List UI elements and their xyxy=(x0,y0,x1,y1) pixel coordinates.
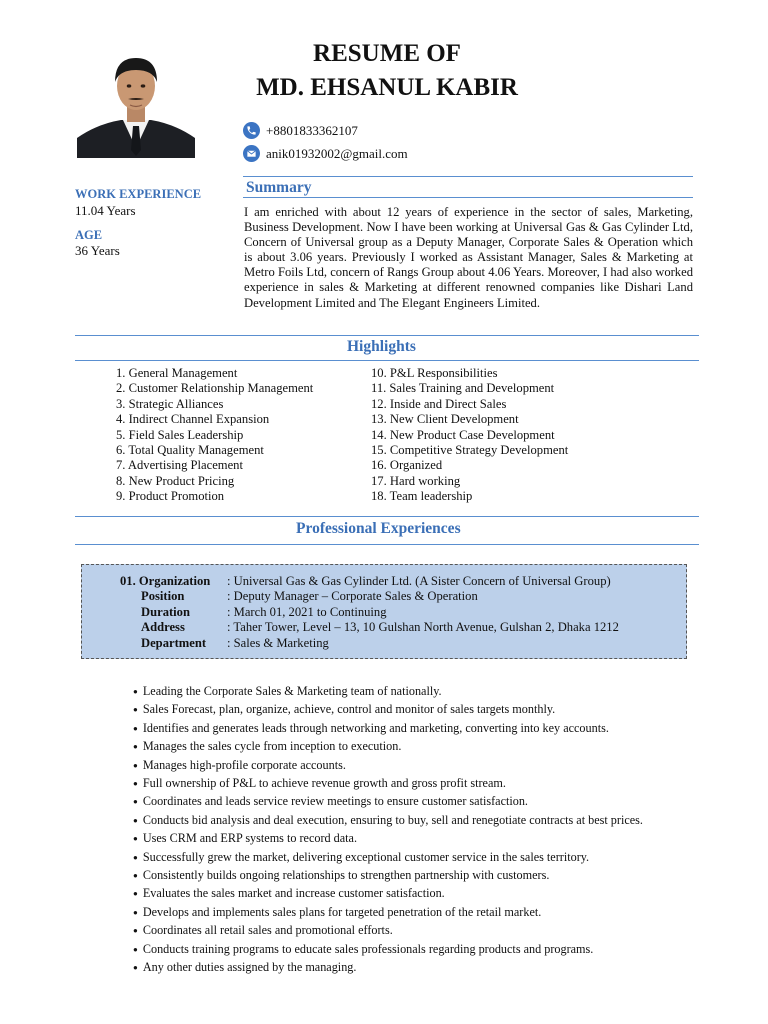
duty-item: ● Uses CRM and ERP systems to record data. xyxy=(133,830,643,848)
duty-item: ● Coordinates all retail sales and promotional efforts. xyxy=(133,922,643,940)
duty-item: ● Consistently builds ongoing relationships to strengthen partnership with customers. xyxy=(133,867,643,885)
duty-item: ● Identifies and generates leads through networking and marketing, converting into key accounts. xyxy=(133,720,643,738)
duty-item: ● Coordinates and leads service review meetings to ensure customer satisfaction. xyxy=(133,793,643,811)
address-label: Address xyxy=(141,620,185,634)
experience-rule-bottom xyxy=(75,544,699,545)
experience-heading: Professional Experiences xyxy=(296,520,461,537)
address-value: : Taher Tower, Level – 13, 10 Gulshan North Avenue, Gulshan 2, Dhaka 1212 xyxy=(227,620,619,634)
duty-item: ● Successfully grew the market, delivering exceptional customer service in the sales territory. xyxy=(133,849,643,867)
highlights-left-list xyxy=(116,366,313,505)
resume-title-line1: RESUME OF xyxy=(313,40,461,67)
highlight-item: 18. Team leadership xyxy=(371,489,473,504)
phone-number: +8801833362107 xyxy=(266,122,358,138)
resume-title-line2: MD. EHSANUL KABIR xyxy=(256,74,518,101)
email-icon xyxy=(243,145,260,162)
duration-label: Duration xyxy=(141,605,190,619)
duty-item: ● Develops and implements sales plans for targeted penetration of the retail market. xyxy=(133,904,643,922)
highlight-item: 15. Competitive Strategy Development xyxy=(371,443,569,458)
highlight-item: 11. Sales Training and Development xyxy=(371,381,555,396)
summary-heading: Summary xyxy=(246,179,312,196)
highlights-rule-bottom xyxy=(75,360,699,361)
phone-icon xyxy=(243,122,260,139)
highlight-item: 4. Indirect Channel Expansion xyxy=(116,412,270,427)
highlights-rule-top xyxy=(75,335,699,336)
highlight-item: 13. New Client Development xyxy=(371,412,519,427)
highlight-item: 7. Advertising Placement xyxy=(116,458,243,473)
org-value: : Universal Gas & Gas Cylinder Ltd. (A Sister Concern of Universal Group) xyxy=(227,574,611,588)
highlight-item: 14. New Product Case Development xyxy=(371,427,555,442)
email-address[interactable]: anik01932002@gmail.com xyxy=(266,145,408,161)
highlight-item: 12. Inside and Direct Sales xyxy=(371,396,507,411)
highlight-item: 17. Hard working xyxy=(371,473,461,488)
highlight-item: 5. Field Sales Leadership xyxy=(116,427,244,442)
highlight-item: 9. Product Promotion xyxy=(116,489,225,504)
position-label: Position xyxy=(141,589,185,603)
org-label: 01. Organization xyxy=(120,574,211,588)
email-contact xyxy=(243,145,408,162)
highlight-item: 10. P&L Responsibilities xyxy=(371,366,498,380)
work-experience-value: 11.04 Years xyxy=(75,203,136,218)
summary-rule-top xyxy=(243,176,693,177)
department-value: : Sales & Marketing xyxy=(227,636,329,650)
duty-item: ● Sales Forecast, plan, organize, achieve, control and monitor of sales targets monthly. xyxy=(133,701,643,719)
duty-item: ● Full ownership of P&L to achieve revenue growth and gross profit stream. xyxy=(133,775,643,793)
work-experience-label: WORK EXPERIENCE xyxy=(75,187,202,201)
experience-rule-top xyxy=(75,516,699,517)
phone-contact xyxy=(243,122,358,139)
job-details-box xyxy=(81,564,687,659)
duty-item: ● Evaluates the sales market and increase customer satisfaction. xyxy=(133,885,643,903)
highlight-item: 1. General Management xyxy=(116,366,238,380)
duty-item: ● Leading the Corporate Sales & Marketing team of nationally. xyxy=(133,683,643,701)
highlight-item: 16. Organized xyxy=(371,458,443,473)
highlights-heading: Highlights xyxy=(347,338,416,355)
duty-item: ● Manages high-profile corporate accounts. xyxy=(133,757,643,775)
age-label: AGE xyxy=(75,228,103,242)
duty-item: ● Conducts training programs to educate sales professionals regarding products and programs. xyxy=(133,941,643,959)
highlight-item: 8. New Product Pricing xyxy=(116,473,235,488)
job-duties-list xyxy=(133,683,643,978)
department-label: Department xyxy=(141,636,207,650)
highlight-item: 6. Total Quality Management xyxy=(116,443,264,458)
duty-item: ● Any other duties assigned by the managing. xyxy=(133,959,643,977)
duty-item: ● Manages the sales cycle from inception to execution. xyxy=(133,738,643,756)
highlights-right-list xyxy=(371,366,568,505)
summary-rule-bottom xyxy=(243,197,693,198)
duration-value: : March 01, 2021 to Continuing xyxy=(227,605,387,619)
duty-item: ● Conducts bid analysis and deal execution, ensuring to buy, sell and renegotiate contracts at best prices. xyxy=(133,812,643,830)
highlight-item: 3. Strategic Alliances xyxy=(116,396,224,411)
profile-photo xyxy=(77,50,195,158)
highlight-item: 2. Customer Relationship Management xyxy=(116,381,314,396)
position-value: : Deputy Manager – Corporate Sales & Operation xyxy=(227,589,478,603)
summary-text: I am enriched with about 12 years of experience in the sector of sales, Marketing, Business Development. Now I have been working at Universal Gas & Gas Cylinder Ltd, Concern of Universal group as a Deputy Manager, Corporate Sales & Operation which is about 3.06 years. Previously I worked as Assistant Manager, Sales & Marketing at Metro Foils Ltd, concern of Rangs Group about 4.06 Years. Moreover, I had also worked experience in sales & Marketing at different renowned companies like Dishari Land Development Limited and The Elegant Engineers Limited. xyxy=(244,205,693,310)
age-value: 36 Years xyxy=(75,243,120,258)
